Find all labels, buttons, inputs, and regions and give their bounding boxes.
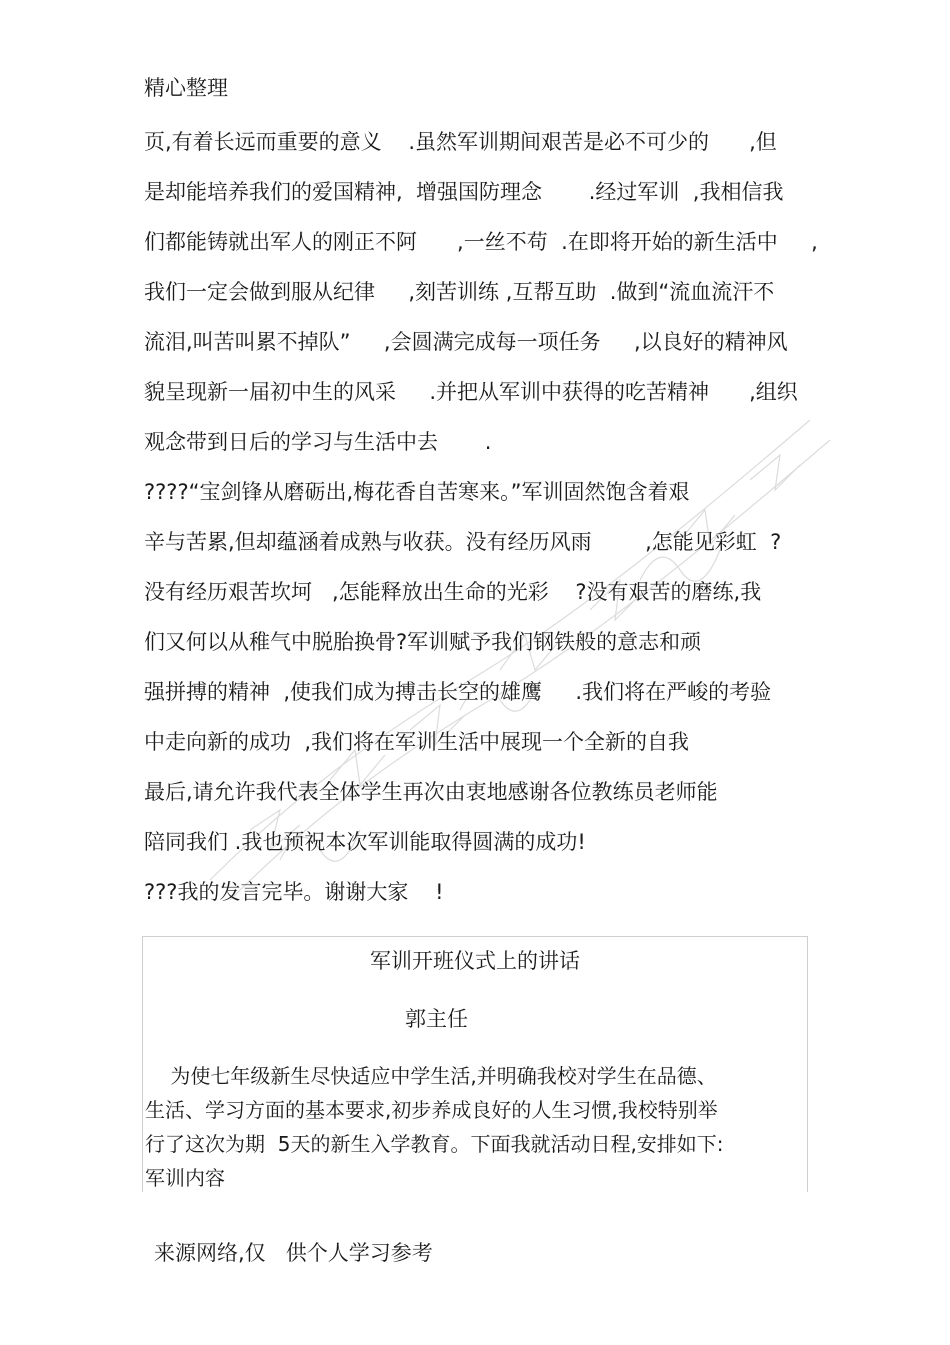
text-line: ????“宝剑锋从磨砺出,梅花香自苦寒来。”军训固然饱含着艰 xyxy=(144,480,690,504)
text-line: 我们一定会做到服从纪律 ,刻苦训练 ,互帮互助 .做到“流血流汗不 xyxy=(144,280,775,304)
text-line: 辛与苦累,但却蕴涵着成熟与收获。没有经历风雨 ,怎能见彩虹 ? xyxy=(144,530,782,554)
text-line: 中走向新的成功 ,我们将在军训生活中展现一个全新的自我 xyxy=(144,730,690,754)
speech-box xyxy=(142,936,808,1192)
text-line: 们都能铸就出军人的刚正不阿 ,一丝不苟 .在即将开始的新生活中 , xyxy=(144,230,818,254)
text-line: 是却能培养我们的爱国精神, 增强国防理念 .经过军训 ,我相信我 xyxy=(144,180,784,204)
text-line: 生活、学习方面的基本要求,初步养成良好的人生习惯,我校特别举 xyxy=(145,1098,718,1122)
page-header: 精心整理 xyxy=(144,76,228,100)
text-line: 最后,请允许我代表全体学生再次由衷地感谢各位教练员老师能 xyxy=(144,780,718,804)
text-line: 页,有着长远而重要的意义 .虽然军训期间艰苦是必不可少的 ,但 xyxy=(144,130,777,154)
speech-intro xyxy=(145,1063,805,1199)
text-line: 军训内容 xyxy=(145,1166,225,1190)
text-line: 观念带到日后的学习与生活中去 . xyxy=(144,430,492,454)
speech-title: 军训开班仪式上的讲话 xyxy=(370,949,580,973)
text-line: 强拼搏的精神 ,使我们成为搏击长空的雄鹰 .我们将在严峻的考验 xyxy=(144,680,772,704)
speech-author: 郭主任 xyxy=(405,1007,468,1031)
text-line: 陪同我们 .我也预祝本次军训能取得圆满的成功! xyxy=(144,830,586,854)
page-footer: 来源网络,仅 供个人学习参考 xyxy=(154,1241,433,1265)
text-line: 流泪,叫苦叫累不掉队” ,会圆满完成每一项任务 ,以良好的精神风 xyxy=(144,330,788,354)
speech-body xyxy=(144,128,824,928)
text-line: 行了这次为期 5天的新生入学教育。下面我就活动日程,安排如下: xyxy=(145,1132,724,1156)
text-line: 们又何以从稚气中脱胎换骨?军训赋予我们钢铁般的意志和顽 xyxy=(144,630,702,654)
text-line: 没有经历艰苦坎坷 ,怎能释放出生命的光彩 ?没有艰苦的磨练,我 xyxy=(144,580,762,604)
text-line: 貌呈现新一届初中生的风采 .并把从军训中获得的吃苦精神 ,组织 xyxy=(144,380,798,404)
text-line: 为使七年级新生尽快适应中学生活,并明确我校对学生在品德、 xyxy=(145,1064,717,1088)
text-line: ???我的发言完毕。谢谢大家 ! xyxy=(144,880,444,904)
